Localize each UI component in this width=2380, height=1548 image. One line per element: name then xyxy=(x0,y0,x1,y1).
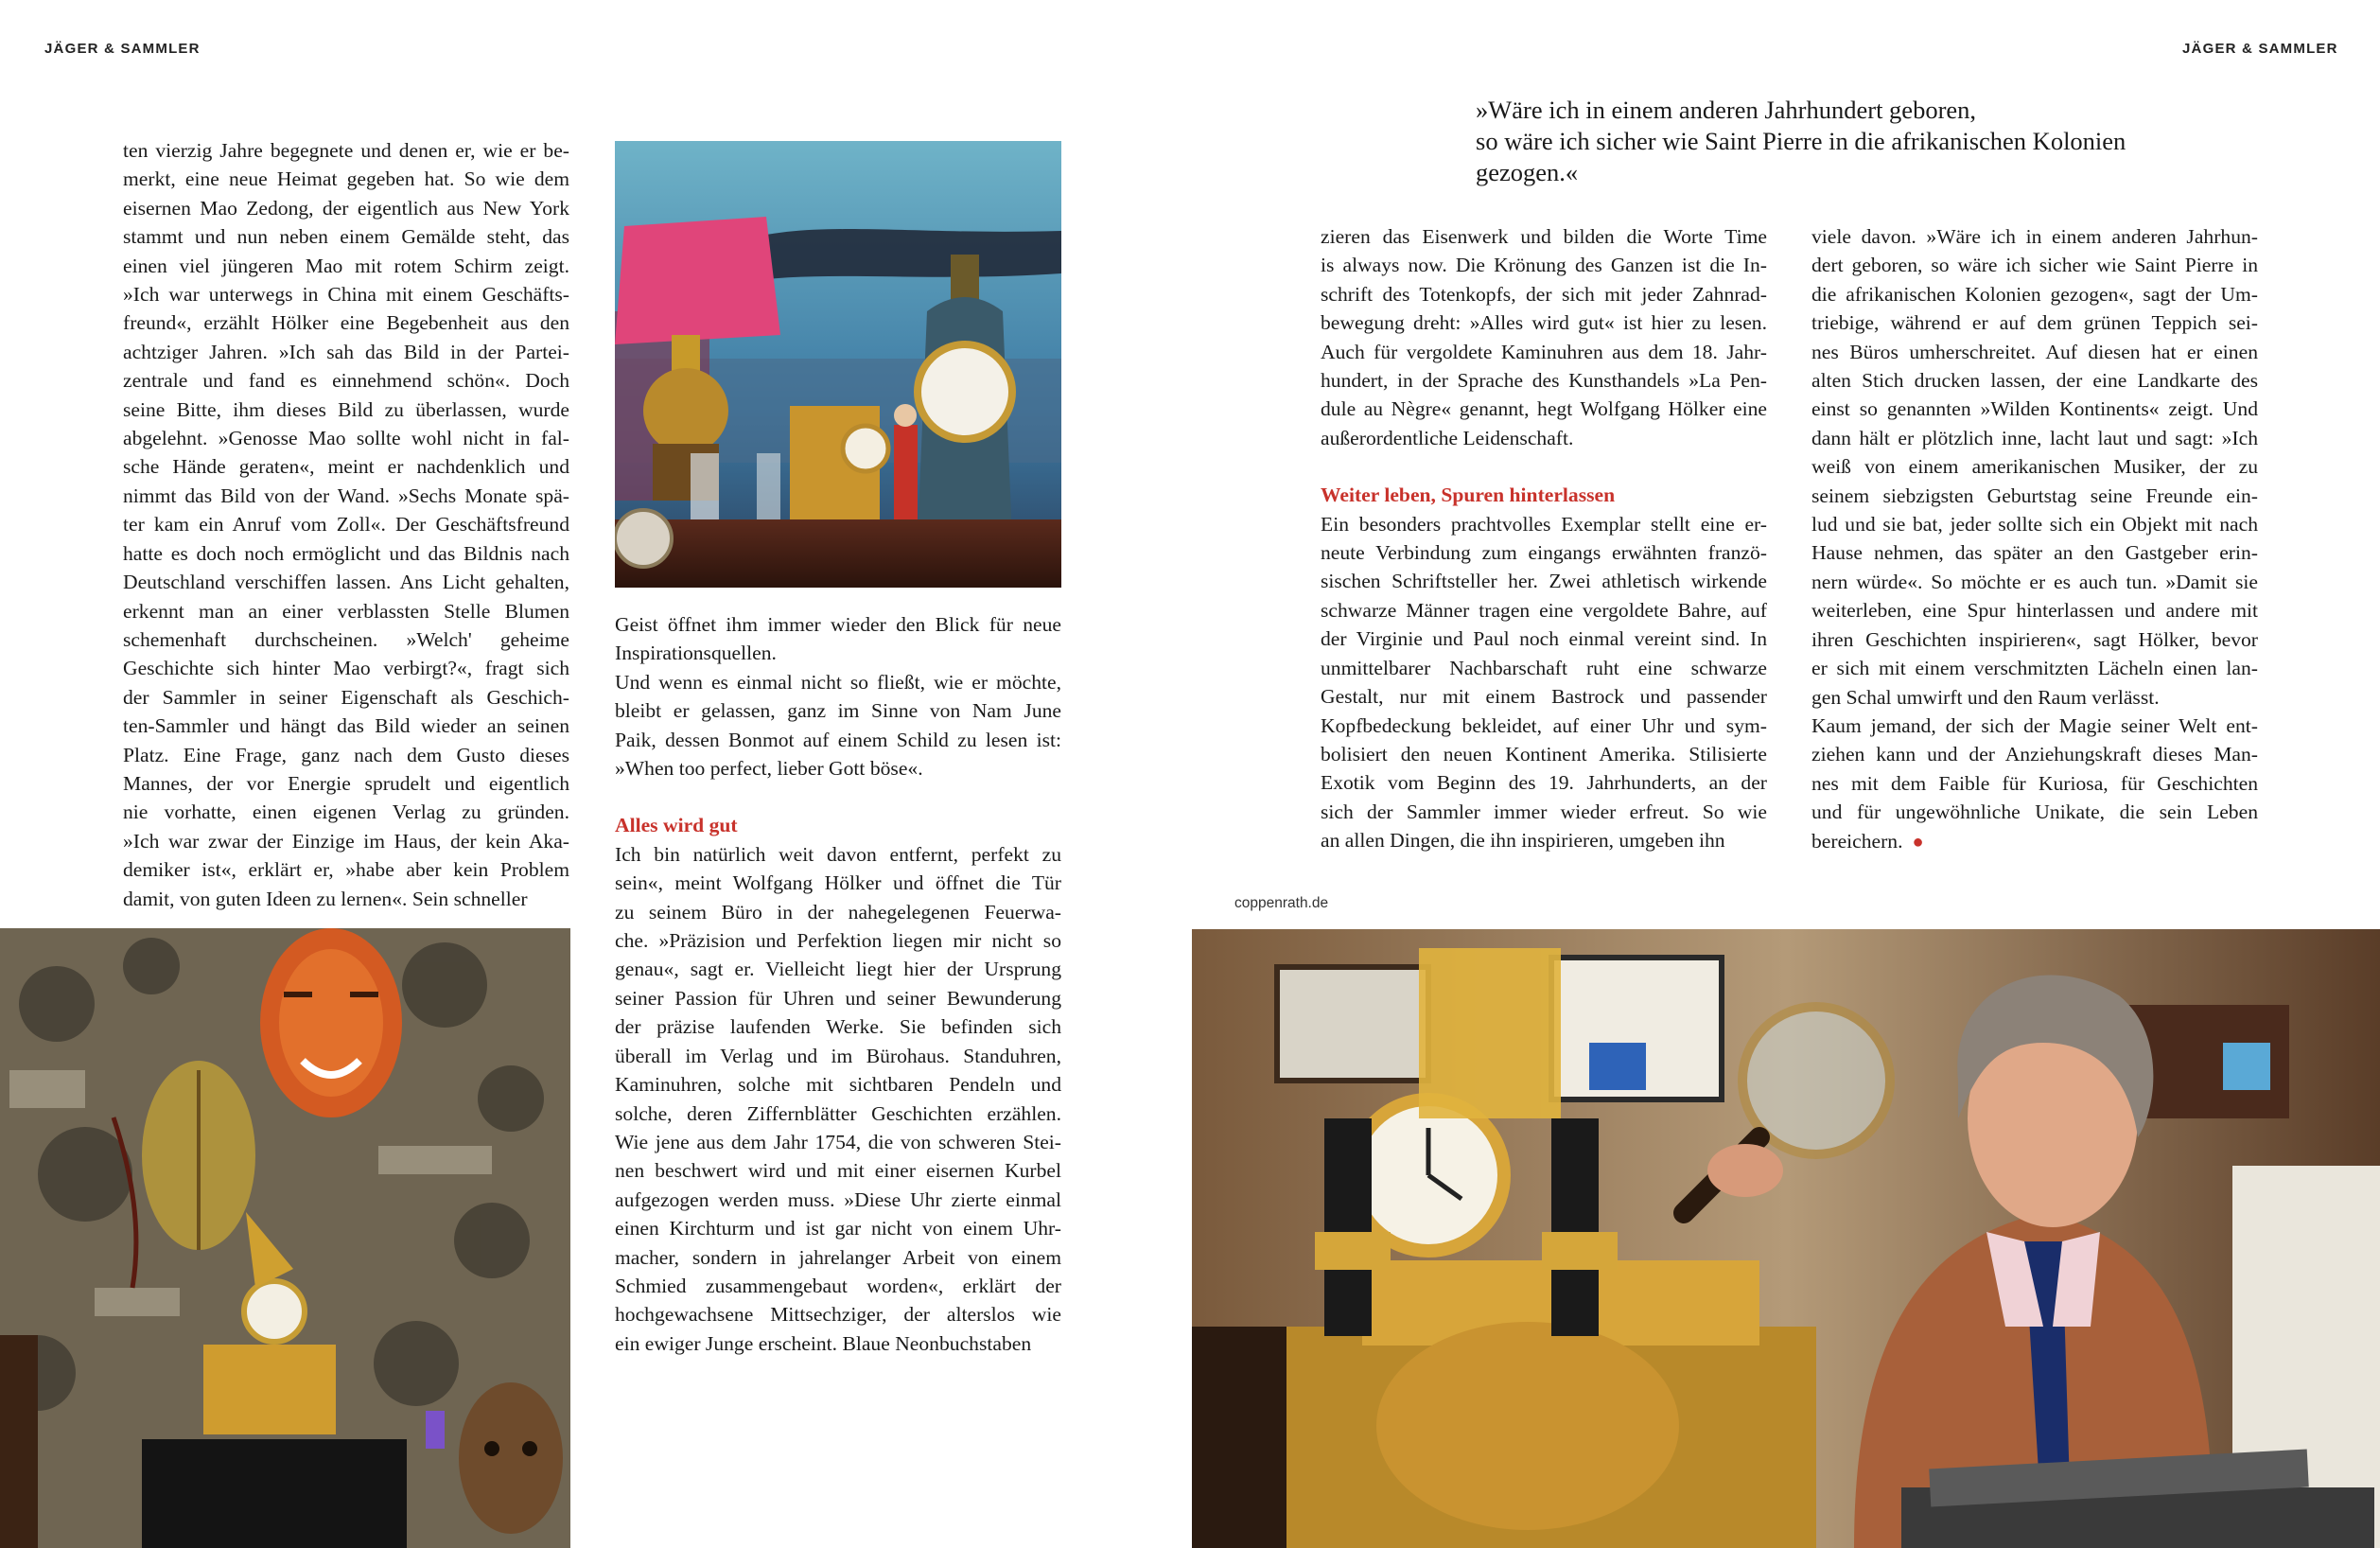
column-4-line: bereichern. ● xyxy=(1811,829,1924,853)
column-3-body-line: Exotik vom Beginn des 19. Jahrhunderts, an der xyxy=(1321,771,1767,795)
column-3-intro-line: Auch für vergoldete Kaminuhren aus dem 18. Jahr- xyxy=(1321,340,1767,363)
article-column-4 xyxy=(1811,222,2258,856)
column-4-line: weiß von einem amerikanischen Musiker, der zu xyxy=(1811,455,2258,479)
column-1-line: Geschichte sich hinter Mao verbirgt?«, fragt sich xyxy=(123,657,569,680)
clocks-lamp-image xyxy=(615,141,1061,588)
column-4-line: er sich mit einem verschmitzten Lächeln einen lan- xyxy=(1811,657,2258,680)
column-1-line: nimmt das Bild von der Wand. »Sechs Monate spä- xyxy=(123,484,569,507)
column-3-body-line: unmittelbarer Nachbarschaft ruht eine schwarze xyxy=(1321,656,1767,679)
column-3-body xyxy=(1321,510,1767,855)
column-1-line: Mannes, der vor Energie sprudelt und eigentlich xyxy=(123,771,569,795)
column-2-body-line: nen beschwert wird und mit einer eisernen Kurbel xyxy=(615,1159,1061,1183)
column-4-line: Kaum jemand, der sich der Magie seiner Welt ent- xyxy=(1811,713,2258,737)
column-4-line: nes Büros umherschreitet. Auf diesen hat er einen xyxy=(1811,340,2258,363)
column-1-line: ten-Sammler und hängt das Bild wieder an seinen xyxy=(123,714,569,738)
column-1-line: hatte es doch noch ermöglicht und das Bildnis nach xyxy=(123,541,569,565)
column-3-body-line: Ein besonders prachtvolles Exemplar stellt eine er- xyxy=(1321,512,1767,536)
column-2-intro-line: Inspirationsquellen. xyxy=(615,642,777,665)
column-1-line: erkennt man an einer verblassten Stelle Blumen xyxy=(123,599,569,623)
column-2-body-line: aufgezogen werden muss. »Diese Uhr zierte einmal xyxy=(615,1187,1061,1211)
pull-quote xyxy=(1476,95,2195,188)
pull-quote-line: so wäre ich sicher wie Saint Pierre in die afrikanischen Kolonien xyxy=(1476,127,2126,155)
column-4-line: triebige, während er auf dem grünen Teppich sei- xyxy=(1811,311,2258,335)
column-3-intro xyxy=(1321,222,1767,452)
column-2-intro-line: »When too perfect, lieber Gott böse«. xyxy=(615,757,923,781)
column-2-intro-line: Und wenn es einmal nicht so fließt, wie er möchte, xyxy=(615,670,1061,694)
column-3-body-line: der Virginie und Paul noch einmal vereint sind. In xyxy=(1321,627,1767,651)
column-3-body-line: an allen Dingen, die ihn inspirieren, umgeben ihn xyxy=(1321,829,1725,853)
photo-man-magnifier xyxy=(1192,929,2380,1548)
column-1-line: einen viel jüngeren Mao mit rotem Schirm zeigt. xyxy=(123,254,569,277)
subhead-weiter-leben: Weiter leben, Spuren hinterlassen xyxy=(1321,484,1616,507)
column-4-line: viele davon. »Wäre ich in einem anderen Jahrhun- xyxy=(1811,225,2258,248)
column-4-line: ziehen kann und der Anziehungskraft dieses Man- xyxy=(1811,743,2258,766)
column-2-body-line: seiner Passion für Uhren und seiner Bewunderung xyxy=(615,986,1061,1010)
column-3-intro-line: schrift des Totenkopfs, der sich mit jeder Zahnrad- xyxy=(1321,282,1767,306)
column-4-line: seinem siebzigsten Geburtstag seine Freunde ein- xyxy=(1811,484,2258,507)
column-1-line: eisernen Mao Zedong, der eigentlich aus New York xyxy=(123,196,569,220)
column-4-line: nern würde«. So möchte er es auch tun. »Damit sie xyxy=(1811,570,2258,593)
column-1-line: Deutschland verschiffen lassen. Ans Licht gehalten, xyxy=(123,571,569,594)
column-2-body-line: der präzise laufenden Werke. Sie befinden sich xyxy=(615,1015,1061,1039)
column-1-line: demiker ist«, erklärt er, »habe aber kein Problem xyxy=(123,858,569,882)
column-4-line: einst so genannten »Wilden Kontinents« zeigt. Und xyxy=(1811,397,2258,421)
column-1-line: freund«, erzählt Hölker eine Begebenheit aus den xyxy=(123,311,569,335)
column-2-body-line: hochgewachsene Mittsechziger, der alterslos wie xyxy=(615,1303,1061,1327)
column-4-line: dann hält er plötzlich inne, lacht laut und sagt: »Ich xyxy=(1811,426,2258,449)
column-2-intro xyxy=(615,610,1061,783)
column-3-body-line: Kopfbedeckung bekleidet, auf einer Uhr und sym- xyxy=(1321,713,1767,737)
column-2-intro-line: Geist öffnet ihm immer wieder den Blick für neue xyxy=(615,613,1061,636)
column-3-intro-line: hundert, in der Sprache des Kunsthandels »La Pen- xyxy=(1321,369,1767,393)
column-2-body-line: Schmied zusammengebaut worden«, erklärt der xyxy=(615,1274,1061,1297)
column-2-body-line: ein ewiger Junge erscheint. Blaue Neonbuchstaben xyxy=(615,1331,1032,1355)
man-magnifier-image xyxy=(1192,929,2380,1548)
column-1-line: zentrale und fand es einnehmend schön«. Doch xyxy=(123,369,569,393)
column-1-line: stammt und nun neben einem Gemälde steht, das xyxy=(123,225,569,249)
column-2-body-line: sein«, meint Wolfgang Hölker und öffnet die Tür xyxy=(615,871,1061,895)
column-3-body-line: schwarze Männer tragen eine vergoldete Bahre, auf xyxy=(1321,598,1767,622)
column-2-body-line: Ich bin natürlich weit davon entfernt, perfekt zu xyxy=(615,842,1061,866)
article-column-3 xyxy=(1321,222,1767,855)
column-3-body-line: neute Verbindung zum eingangs erwähnten franzö- xyxy=(1321,541,1767,565)
column-1-line: schemenhaft durchscheinen. »Welch' geheime xyxy=(123,627,569,651)
column-3-body-line: sischen Schriftsteller her. Zwei athletisch wirkende xyxy=(1321,570,1767,593)
column-3-intro-line: bewegung dreht: »Alles wird gut« ist hier zu lesen. xyxy=(1321,311,1767,335)
column-2-body-line: Wie jene aus dem Jahr 1754, die von schweren Stei- xyxy=(615,1130,1061,1153)
column-4-line: lud und sie bat, jeder sollte sich ein Objekt mit nach xyxy=(1811,513,2258,537)
column-2-body-line: che. »Präzision und Perfektion liegen mir nicht so xyxy=(615,929,1061,953)
column-3-body-line: sich der Sammler immer wieder erfreut. So wie xyxy=(1321,800,1767,823)
column-1-line: achtziger Jahren. »Ich sah das Bild in der Partei- xyxy=(123,340,569,363)
photo-masks xyxy=(0,928,570,1548)
column-3-intro-line: is always now. Die Krönung des Ganzen ist die In- xyxy=(1321,254,1767,277)
photo-clocks-lamp xyxy=(615,141,1061,588)
column-4-line: Hause nehmen, das später an den Gastgeber erin- xyxy=(1811,541,2258,565)
column-3-intro-line: dule au Nègre« genannt, hegt Wolfgang Hölker eine xyxy=(1321,397,1767,421)
column-4-line: nes mit dem Faible für Kuriosa, für Geschichten xyxy=(1811,771,2258,795)
article-column-2 xyxy=(615,610,1061,1358)
column-4-line: ihren Geschichten inspirieren«, sagt Hölker, bevor xyxy=(1811,627,2258,651)
column-2-body-line: macher, sondern in jahrelanger Arbeit von einem xyxy=(615,1245,1061,1269)
column-1-line: »Ich war unterwegs in China mit einem Geschäfts- xyxy=(123,283,569,307)
column-4-line: dert geboren, so wäre ich sicher wie Saint Pierre in xyxy=(1811,254,2258,277)
subhead-alles-wird-gut: Alles wird gut xyxy=(615,814,738,837)
column-1-line: nie vorhatte, einen eigenen Verlag zu gründen. xyxy=(123,800,569,824)
column-2-body-line: zu seinem Büro in der nahegelegenen Feuerwa- xyxy=(615,900,1061,924)
column-3-body-line: bolisiert den neuen Kontinent Amerika. Stilisierte xyxy=(1321,742,1767,765)
masks-image xyxy=(0,928,570,1548)
end-mark: ● xyxy=(1902,831,1924,853)
column-4-line: alten Stich drucken lassen, der eine Landkarte des xyxy=(1811,369,2258,393)
column-2-body-line: überall im Verlag und im Bürohaus. Standuhren, xyxy=(615,1044,1061,1067)
column-1-line: sche Hände geraten«, meint er nachdenklich und xyxy=(123,455,569,479)
column-4-line: und für ungewöhnliche Unikate, die sein Leben xyxy=(1811,800,2258,824)
column-1-line: damit, von guten Ideen zu lernen«. Sein schneller xyxy=(123,887,528,910)
column-2-intro-line: Paik, dessen Bonmot auf einem Schild zu lesen ist: xyxy=(615,728,1061,751)
column-4-line: gen Schal umwirft und den Raum verlässt. xyxy=(1811,685,2160,709)
column-1-line: ter kam ein Anruf vom Zoll«. Der Geschäftsfreund xyxy=(123,513,569,537)
column-2-body-line: solche, deren Ziffernblätter Geschichten erzählen. xyxy=(615,1101,1061,1125)
column-3-intro-line: außerordentliche Leidenschaft. xyxy=(1321,426,1574,449)
column-1-line: Platz. Eine Frage, ganz nach dem Gusto dieses xyxy=(123,743,569,766)
article-column-1 xyxy=(123,136,569,913)
pull-quote-line: »Wäre ich in einem anderen Jahrhundert geboren, xyxy=(1476,96,1977,124)
column-2-body-line: einen Kirchturm und ist gar nicht von einem Uhr- xyxy=(615,1217,1061,1240)
column-1-line: ten vierzig Jahre begegnete und denen er, wie er be- xyxy=(123,139,569,162)
column-2-body xyxy=(615,840,1061,1358)
column-3-body-line: Gestalt, nur mit einem Bastrock und passender xyxy=(1321,685,1767,709)
column-1-line: abgelehnt. »Genosse Mao sollte wohl nicht in fal- xyxy=(123,427,569,450)
running-head-left: JÄGER & SAMMLER xyxy=(44,41,201,57)
photo-credit: coppenrath.de xyxy=(1234,895,1329,911)
column-4-line: weiterleben, eine Spur hinterlassen und andere mit xyxy=(1811,599,2258,623)
pull-quote-line: gezogen.« xyxy=(1476,158,1579,186)
column-1-line: »Ich war zwar der Einzige im Haus, der kein Aka- xyxy=(123,829,569,853)
column-1-line: seine Bitte, ihm dieses Bild zu überlassen, wurde xyxy=(123,397,569,421)
column-2-body-line: genau«, sagt er. Vielleicht liegt hier der Ursprung xyxy=(615,958,1061,981)
column-3-intro-line: zieren das Eisenwerk und bilden die Worte Time xyxy=(1321,225,1767,248)
column-1-line: der Sammler in seiner Eigenschaft als Geschich- xyxy=(123,685,569,709)
column-2-body-line: Kaminuhren, solche mit sichtbaren Pendeln und xyxy=(615,1073,1061,1097)
column-4-line: die afrikanischen Kolonien gezogen«, sagt der Um- xyxy=(1811,282,2258,306)
running-head-right: JÄGER & SAMMLER xyxy=(2182,41,2338,57)
column-2-intro-line: bleibt er gelassen, ganz im Sinne von Nam June xyxy=(615,699,1061,723)
column-1-line: merkt, eine neue Heimat gegeben hat. So wie dem xyxy=(123,167,569,191)
